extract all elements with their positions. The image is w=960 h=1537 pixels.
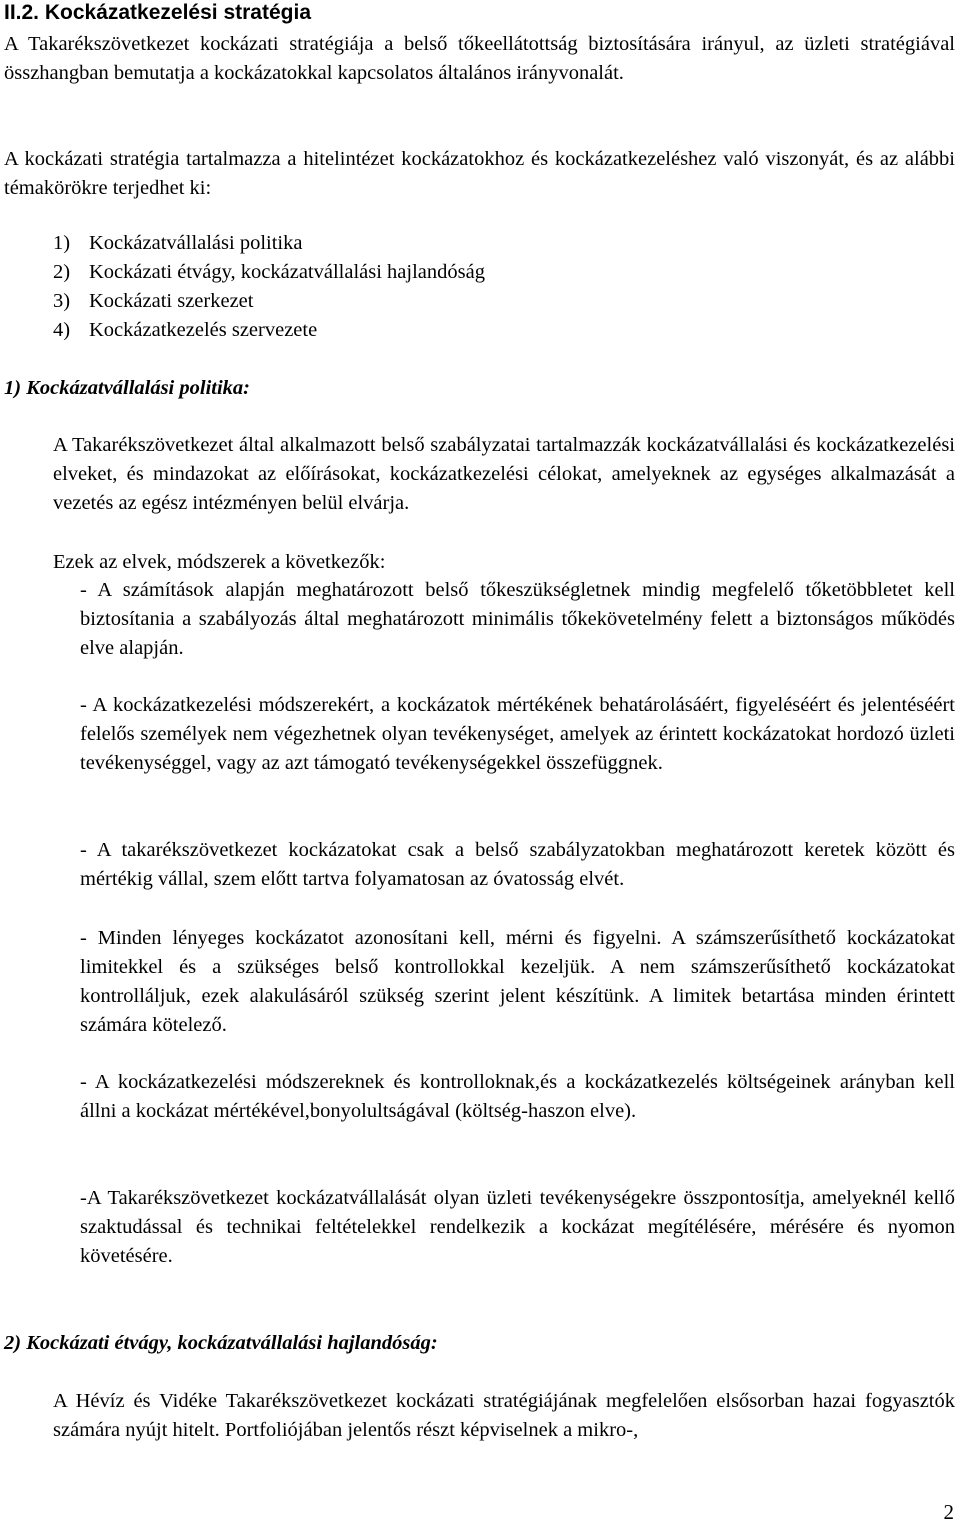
list-item: 3) Kockázati szerkezet <box>53 290 254 312</box>
principle-item: -A Takarékszövetkezet kockázatvállalását olyan üzleti tevékenységekre összpontosítja, amelyeknél kellő szaktudással és technikai feltételekkel rendelkezik a kockázat megítélésére, mérésére és nyomon követésére. <box>80 1187 955 1267</box>
section-heading-risk-appetite: 2) Kockázati étvágy, kockázatvállalási hajlandóság: <box>4 1332 438 1354</box>
principle-item: - A kockázatkezelési módszerekért, a kockázatok mértékének behatárolásáért, figyeléséért és jelentéséért felelős személyek nem végezhetnek olyan tevékenységet, amelyek az érintett kockázatokat hordozó üzleti tevékenységgel, vagy az azt támogató tevékenységekkel összefüggnek. <box>80 694 955 774</box>
principle-item: - A kockázatkezelési módszereknek és kontrolloknak,és a kockázatkezelés költségeinek arányban kell állni a kockázat mértékével,bonyolultságával (költség-haszon elve). <box>80 1071 955 1122</box>
section-title: II.2. Kockázatkezelési stratégia <box>4 1 311 24</box>
risk-policy-paragraph: A Takarékszövetkezet által alkalmazott belső szabályzatai tartalmazzák kockázatvállalási és kockázatkezelési elveket, és mindazokat az előírásokat, kockázatkezelési célokat, amelyeknek az egységes alkalmazását a vezetés az egész intézményen belül elvárja. <box>53 434 955 514</box>
principle-item: - A számítások alapján meghatározott belső tőkeszükségletnek mindig megfelelő tőketöbbletet kell biztosítania a szabályozás által meghatározott minimális tőkekövetelmény felett a biztonságos működés elve alapján. <box>80 579 955 659</box>
list-item: 2) Kockázati étvágy, kockázatvállalási hajlandóság <box>53 261 485 283</box>
intro-paragraph-1: A Takarékszövetkezet kockázati stratégiája a belső tőkeellátottság biztosítására irányul, az üzleti stratégiával összhangban bemutatja a kockázatokkal kapcsolatos általános irányvonalát. <box>4 33 955 84</box>
principle-item: - A takarékszövetkezet kockázatokat csak a belső szabályzatokban meghatározott keretek között és mértékig vállal, szem előtt tartva folyamatosan az óvatosság elvét. <box>80 839 955 890</box>
principle-item: - Minden lényeges kockázatot azonosítani kell, mérni és figyelni. A számszerűsíthető kockázatokat limitekkel és a szükséges belső kontrollokkal kezeljük. A nem számszerűsíthető kockázatokat kontrolláljuk, ezek alakulásáról szükség szerint jelent készítünk. A limitek betartása minden érintett számára kötelező. <box>80 927 955 1036</box>
risk-appetite-paragraph: A Hévíz és Vidéke Takarékszövetkezet kockázati stratégiájának megfelelően elsősorban hazai fogyasztók számára nyújt hitelt. Portfoliójában jelentős részt képviselnek a mikro-, <box>53 1390 955 1441</box>
intro-paragraph-2: A kockázati stratégia tartalmazza a hitelintézet kockázatokhoz és kockázatkezeléshez való viszonyát, és az alábbi témakörökre terjedhet ki: <box>4 148 955 199</box>
principles-intro: Ezek az elvek, módszerek a következők: <box>53 551 386 573</box>
section-heading-risk-policy: 1) Kockázatvállalási politika: <box>4 377 250 399</box>
page-number: 2 <box>943 1500 954 1524</box>
list-item: 1) Kockázatvállalási politika <box>53 232 303 254</box>
list-item: 4) Kockázatkezelés szervezete <box>53 319 318 341</box>
topic-list <box>53 229 913 345</box>
